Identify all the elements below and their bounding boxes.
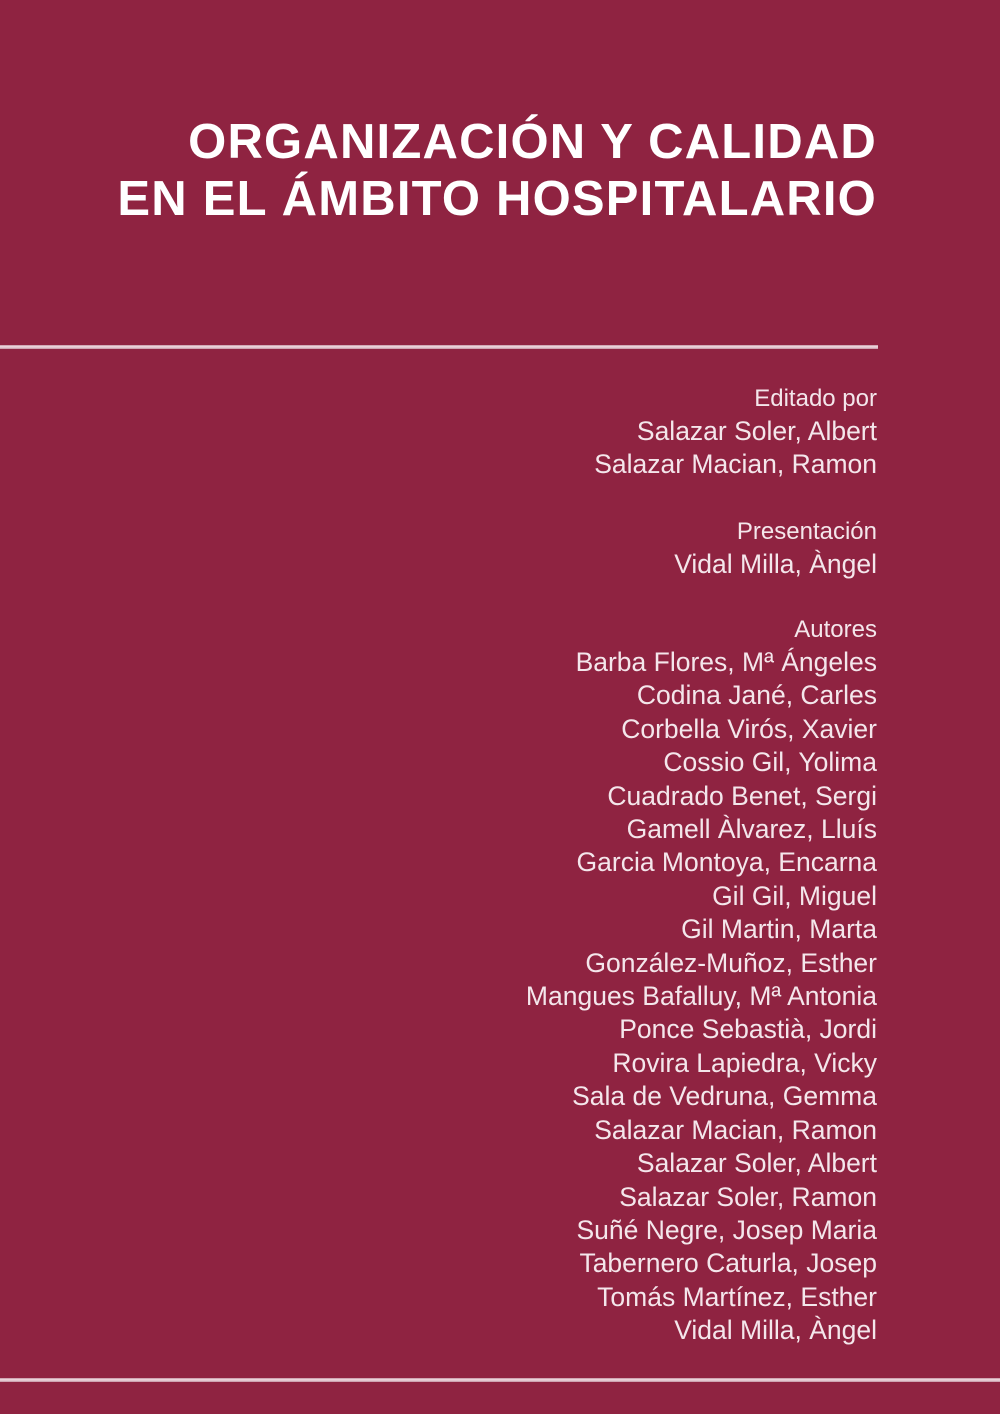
- edited-by-section: [594, 383, 877, 482]
- author-name: Salazar Soler, Ramon: [619, 1181, 877, 1212]
- presentation-label: Presentación: [736, 518, 877, 545]
- author-name: Corbella Virós, Xavier: [621, 713, 877, 744]
- author-name: Sala de Vedruna, Gemma: [572, 1081, 877, 1112]
- book-title-line1: ORGANIZACIÓN Y CALIDAD: [188, 115, 877, 169]
- top-divider: [0, 345, 878, 349]
- editor-name: Salazar Soler, Albert: [636, 416, 877, 446]
- edited-by-label: Editado por: [754, 385, 877, 412]
- author-name: Gil Martin, Marta: [681, 914, 877, 945]
- author-name: Suñé Negre, Josep Maria: [576, 1214, 877, 1245]
- authors-names: [526, 646, 877, 1348]
- author-name: González-Muñoz, Esther: [585, 947, 877, 978]
- author-name: Tomás Martínez, Esther: [597, 1281, 877, 1312]
- author-name: Salazar Macian, Ramon: [594, 1114, 877, 1145]
- author-name: Ponce Sebastià, Jordi: [619, 1014, 877, 1045]
- presentation-section: [674, 516, 877, 581]
- authors-section: [526, 614, 877, 1348]
- author-name: Garcia Montoya, Encarna: [576, 847, 877, 878]
- book-title: [117, 114, 877, 228]
- editor-name: Salazar Macian, Ramon: [594, 449, 877, 480]
- author-name: Mangues Bafalluy, Mª Antonia: [525, 981, 877, 1012]
- author-name: Tabernero Caturla, Josep: [579, 1248, 877, 1279]
- author-name: Gamell Àlvarez, Lluís: [626, 814, 877, 845]
- author-name: Cossio Gil, Yolima: [663, 747, 877, 778]
- author-name: Rovira Lapiedra, Vicky: [612, 1047, 877, 1078]
- edited-by-names: [594, 415, 877, 482]
- presentation-names: [674, 548, 877, 581]
- author-name: Cuadrado Benet, Sergi: [607, 780, 877, 811]
- book-title-line2: EN EL ÁMBITO HOSPITALARIO: [117, 172, 877, 226]
- presenter-name: Vidal Milla, Àngel: [674, 549, 877, 579]
- authors-label: Autores: [794, 616, 877, 643]
- author-name: Vidal Milla, Àngel: [674, 1315, 877, 1346]
- author-name: Barba Flores, Mª Ángeles: [575, 647, 877, 677]
- bottom-divider: [0, 1378, 1000, 1382]
- author-name: Codina Jané, Carles: [636, 680, 877, 711]
- author-name: Gil Gil, Miguel: [712, 880, 877, 911]
- author-name: Salazar Soler, Albert: [636, 1148, 877, 1179]
